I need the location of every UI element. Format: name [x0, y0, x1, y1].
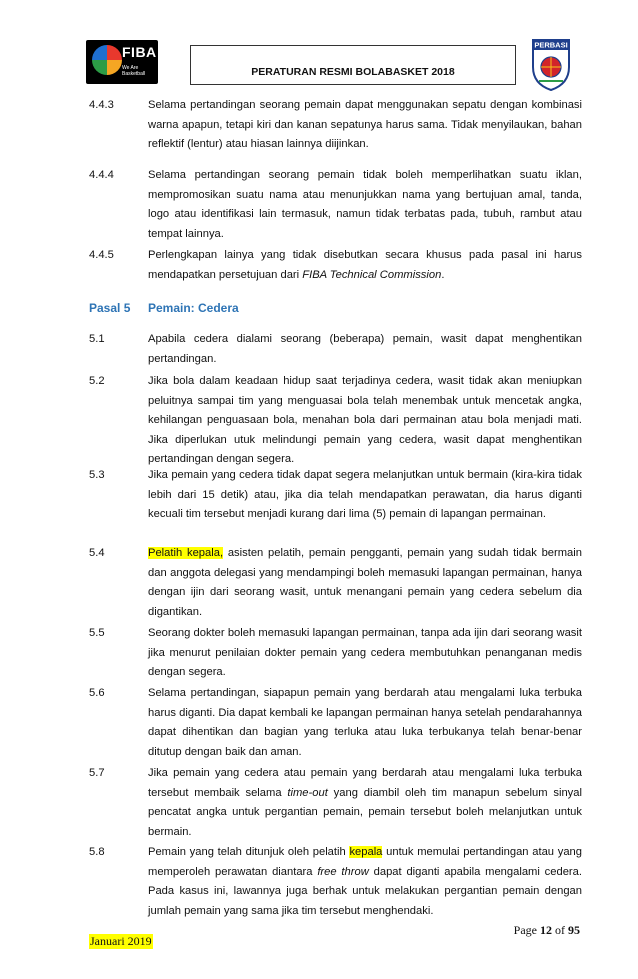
article-4-4-4 [89, 166, 582, 244]
article-number: 5.1 [89, 333, 105, 345]
fiba-tagline: We Are Basketball [122, 65, 146, 77]
article-number: 5.5 [89, 627, 105, 639]
article-5-6 [89, 684, 582, 762]
perbasi-logo-text: PERBASI [534, 40, 568, 50]
article-text: Jika pemain yang cedera atau pemain yang berdarah atau mengalami luka terbuka tersebut membaik selama time-out yang diambil oleh tim manapun sebelum sinyal pencatat angka untuk pergantian pemain, pemain tersebut boleh melanjutkan untuk bermain. [148, 767, 582, 838]
article-text: Perlengkapan lainya yang tidak disebutkan secara khusus pada pasal ini harus mendapatkan persetujuan dari FIBA Technical Commission. [148, 249, 582, 281]
article-4-4-3 [89, 96, 582, 155]
header-title-box [190, 45, 516, 85]
article-number: 4.4.5 [89, 249, 114, 261]
highlighted-text: Pelatih kepala, [148, 547, 224, 559]
article-text: Selama pertandingan seorang pemain tidak boleh memperlihatkan suatu iklan, mempromosikan suatu nama atau menunjukkan nama yang bertujuan amal, tanda, logo atau identifikasi lain termasuk, namun tidak terbatas pada, tubuh, rambut atau tempat lainnya. [148, 169, 582, 240]
section-title: Pemain: Cedera [148, 301, 239, 315]
article-text: Seorang dokter boleh memasuki lapangan permainan, tanpa ada ijin dari seorang wasit jika menurut penilaian dokter pemain yang cedera membutuhkan penanganan medis dengan segera. [148, 627, 582, 678]
page-number: Page 12 of 95 [513, 923, 580, 937]
article-5-7 [89, 764, 582, 842]
article-5-5 [89, 624, 582, 683]
article-text: Pemain yang telah ditunjuk oleh pelatih kepala untuk memulai pertandingan atau yang memperoleh perawatan diantara free throw dapat diganti apabila mengalami cedera. Pada kasus ini, lawannya juga berhak untuk melakukan pergantian pemain dengan jumlah pemain yang sama jika tim tersebut menghendaki. [148, 846, 582, 917]
italic-term: free throw [317, 865, 369, 878]
article-number: 5.7 [89, 767, 105, 779]
article-number: 5.2 [89, 375, 105, 387]
article-5-1 [89, 330, 582, 369]
basketball-globe-icon [92, 45, 122, 75]
fiba-logo-text: FIBA [122, 44, 157, 60]
article-4-4-5 [89, 246, 582, 285]
article-text: Pelatih kepala, asisten pelatih, pemain pengganti, pemain yang sudah tidak bermain dan anggota delegasi yang mendampingi boleh memasuki lapangan permainan, hanya dengan ijin dari seorang wasit, untuk menangani pemain yang cedera sebelum dia digantikan. [148, 547, 582, 618]
article-5-3 [89, 466, 582, 525]
document-title: PERATURAN RESMI BOLABASKET 2018 [251, 66, 455, 78]
fiba-logo [86, 40, 158, 84]
article-number: 5.8 [89, 846, 105, 858]
italic-term: time-out [287, 786, 328, 799]
article-number: 4.4.4 [89, 169, 114, 181]
section-number: Pasal 5 [89, 301, 131, 315]
article-text: Jika pemain yang cedera tidak dapat segera melanjutkan untuk bermain (kira-kira tidak lebih dari 15 detik) atau, jika dia telah mendapatkan perawatan, dia harus diganti kecuali tim tersebut menjadi kurang dari lima (5) pemain di lapangan permainan. [148, 469, 582, 520]
article-text: Selama pertandingan, siapapun pemain yang berdarah atau mengalami luka terbuka harus diganti. Dia dapat kembali ke lapangan permainan hanya setelah pendarahannya dapat dihentikan dan bagian yang terluka atau luka terbukanya telah benar-benar ditutup dengan baik dan aman. [148, 687, 582, 758]
article-text: Apabila cedera dialami seorang (beberapa) pemain, wasit dapat menghentikan pertandingan. [148, 333, 582, 365]
article-text: Selama pertandingan seorang pemain dapat menggunakan sepatu dengan kombinasi warna apapun, tetapi kiri dan kanan sepatunya harus sama. Tidak menyilaukan, bahan reflektif (lentur) atau hiasan lainnya diijinkan. [148, 99, 582, 150]
article-number: 5.3 [89, 469, 105, 481]
article-number: 5.6 [89, 687, 105, 699]
article-5-2 [89, 372, 582, 470]
perbasi-emblem-icon [530, 37, 572, 91]
section-heading-pasal-5 [89, 299, 582, 319]
highlighted-text: kepala [349, 846, 383, 858]
article-5-8 [89, 843, 582, 921]
article-number: 5.4 [89, 547, 105, 559]
article-text: Jika bola dalam keadaan hidup saat terjadinya cedera, wasit tidak akan meniupkan peluitnya sampai tim yang menguasai bola telah menembak untuk mencetak angka, kehilangan penguasaan bola, menahan bola dari permainan atau bola menjadi mati. Jika diperlukan utuk melindungi pemain yang cedera, wasit dapat menghentikan pertandingan dengan segera. [148, 375, 582, 465]
italic-term: FIBA Technical Commission [302, 268, 442, 281]
article-5-4 [89, 544, 582, 622]
footer-date: Januari 2019 [90, 934, 152, 948]
article-number: 4.4.3 [89, 99, 114, 111]
